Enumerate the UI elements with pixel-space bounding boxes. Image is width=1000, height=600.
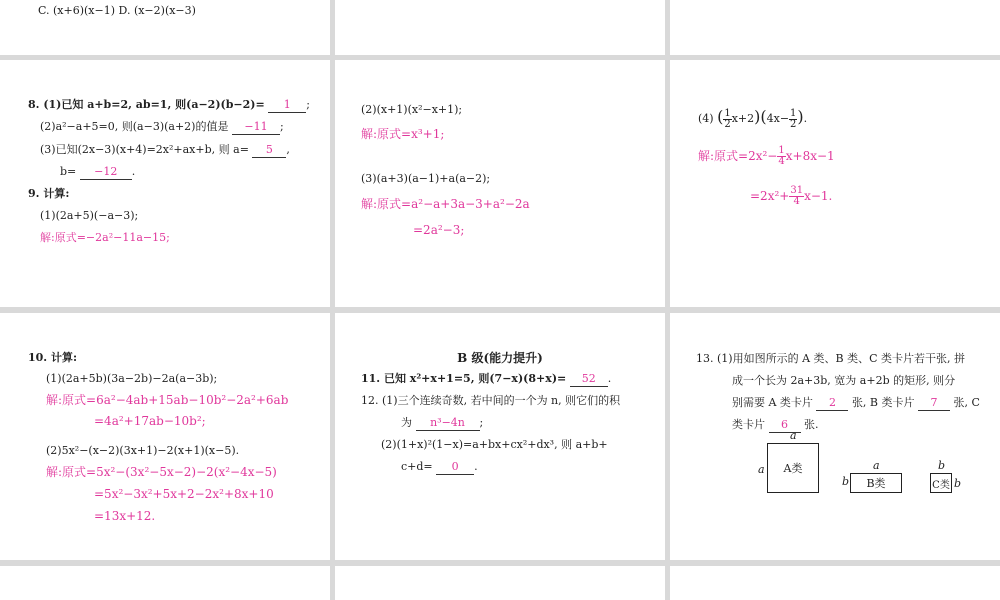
q9-part1-solution: 解:原式=−2a²−11a−15; bbox=[40, 231, 170, 244]
panel-level-b bbox=[335, 313, 665, 560]
q13-line3: 别需要 A 类卡片 2 张, B 类卡片 7 张, C bbox=[732, 396, 980, 409]
panel-q8-q9 bbox=[0, 60, 330, 307]
panel-top-middle bbox=[335, 0, 665, 55]
card-c-top-label: b bbox=[938, 459, 946, 472]
q10-part1-solution-line1: 解:原式=6a²−4ab+15ab−10b²−2a²+6ab bbox=[46, 393, 289, 407]
q-part4-solution-line2: =2x²+ $\frac{31}{4}$ x−1. bbox=[750, 185, 833, 207]
q-part4-solution-line1: 解:原式=2x²− $\frac{1}{4}$ x+8x−1 bbox=[698, 145, 835, 167]
q13-line4: 类卡片 6 张. bbox=[732, 418, 819, 431]
panel-top-left bbox=[0, 0, 330, 55]
answer-blank: 1 bbox=[268, 98, 306, 113]
q10-part2-solution-line1: 解:原式=5x²−(3x²−5x−2)−2(x²−4x−5) bbox=[46, 465, 277, 479]
panel-bottom-left bbox=[0, 566, 330, 600]
q10-part1-solution-line2: =4a²+17ab−10b²; bbox=[94, 414, 206, 428]
q10-part2-solution-line3: =13x+12. bbox=[94, 509, 156, 523]
q-part3: (3)(a+3)(a−1)+a(a−2); bbox=[361, 172, 491, 185]
q-part4: (4) ( $\frac{1}{2}$ x+2)(4x− $\frac{1}{2}$ ). bbox=[698, 107, 808, 130]
q10-part2-solution-line2: =5x²−3x²+5x+2−2x²+8x+10 bbox=[94, 487, 274, 501]
section-heading: B 级(能力提升) bbox=[457, 351, 543, 365]
panel-q13 bbox=[670, 313, 1000, 560]
fraction: $\frac{1}{2}$ bbox=[724, 107, 731, 130]
q12-part1b: 为 n³−4n ; bbox=[401, 416, 484, 429]
card-c: C类 bbox=[930, 473, 952, 493]
answer-blank: 7 bbox=[918, 396, 950, 411]
answer-blank: 52 bbox=[570, 372, 608, 387]
answer-blank: 0 bbox=[436, 460, 474, 475]
answer-blank: −12 bbox=[80, 165, 132, 180]
q-part3-solution-line2: =2a²−3; bbox=[413, 223, 465, 237]
q-part2: (2)(x+1)(x²−x+1); bbox=[361, 103, 463, 116]
q12-part1: 12. (1)三个连续奇数, 若中间的一个为 n, 则它们的积 bbox=[361, 394, 621, 407]
card-b-top-label: a bbox=[873, 459, 880, 472]
card-a-top-label: a bbox=[790, 429, 797, 442]
card-c-side-label: b bbox=[954, 477, 962, 490]
answer-blank: 5 bbox=[252, 143, 286, 158]
answer-blank: −11 bbox=[232, 120, 280, 135]
panel-top-right bbox=[670, 0, 1000, 55]
q9-title: 9. 计算: bbox=[28, 187, 70, 200]
q-part3-solution-line1: 解:原式=a²−a+3a−3+a²−2a bbox=[361, 197, 530, 211]
panel-q2-q3 bbox=[335, 60, 665, 307]
q10-part2: (2)5x²−(x−2)(3x+1)−2(x+1)(x−5). bbox=[46, 444, 240, 457]
q8-part1: 8. (1)已知 a+b=2, ab=1, 则(a−2)(b−2)= 1 ; bbox=[28, 98, 310, 111]
panel-bottom-middle bbox=[335, 566, 665, 600]
q12-part2: (2)(1+x)²(1−x)=a+bx+cx²+dx³, 则 a+b+ bbox=[381, 438, 608, 451]
card-b-side-label: b bbox=[842, 475, 850, 488]
q13-line1: 13. (1)用如图所示的 A 类、B 类、C 类卡片若干张, 拼 bbox=[696, 352, 965, 365]
q8-part3: (3)已知(2x−3)(x+4)=2x²+ax+b, 则 a= 5 , bbox=[40, 143, 290, 156]
card-a: A类 bbox=[767, 443, 819, 493]
panel-q10 bbox=[0, 313, 330, 560]
answer-blank: n³−4n bbox=[416, 416, 480, 431]
answer-blank: 6 bbox=[769, 418, 801, 433]
card-b: B类 bbox=[850, 473, 902, 493]
q13-line2: 成一个长为 2a+3b, 宽为 a+2b 的矩形, 则分 bbox=[732, 374, 956, 387]
card-a-side-label: a bbox=[758, 463, 765, 476]
q10-part1: (1)(2a+5b)(3a−2b)−2a(a−3b); bbox=[46, 372, 218, 385]
panel-q4 bbox=[670, 60, 1000, 307]
q10-title: 10. 计算: bbox=[28, 351, 78, 364]
panel-bottom-right bbox=[670, 566, 1000, 600]
q-part2-solution: 解:原式=x³+1; bbox=[361, 127, 445, 141]
q12-part2b: c+d= 0 . bbox=[401, 460, 478, 473]
q8-part3b: b= −12 . bbox=[60, 165, 136, 178]
q11: 11. 已知 x²+x+1=5, 则(7−x)(8+x)= 52 . bbox=[361, 372, 612, 385]
options-line: C. (x+6)(x−1) D. (x−2)(x−3) bbox=[38, 4, 196, 17]
q8-part2: (2)a²−a+5=0, 则(a−3)(a+2)的值是 −11 ; bbox=[40, 120, 284, 133]
answer-blank: 2 bbox=[816, 396, 848, 411]
fraction: $\frac{1}{2}$ bbox=[790, 107, 797, 130]
q9-part1: (1)(2a+5)(−a−3); bbox=[40, 209, 139, 222]
